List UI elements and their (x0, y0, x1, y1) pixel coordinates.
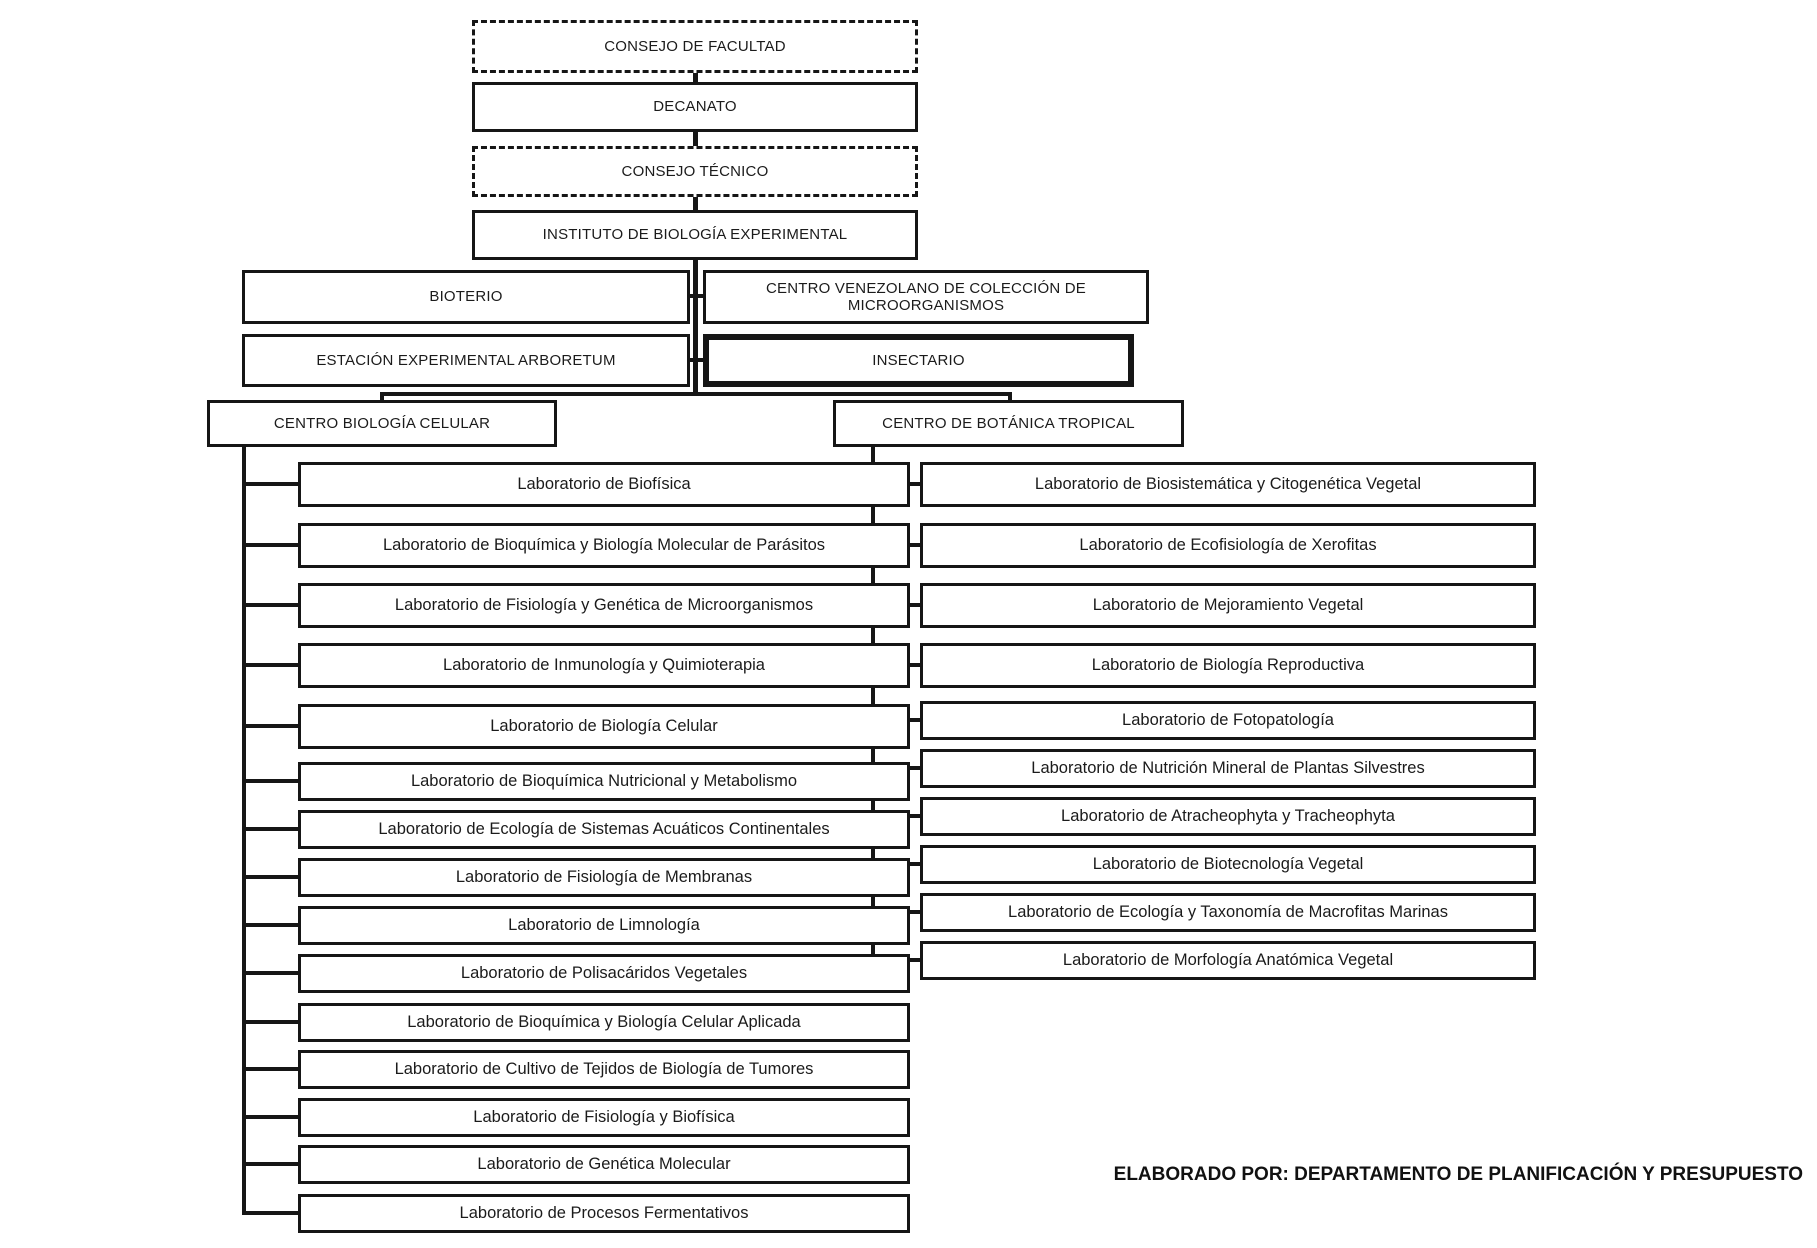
lab-box-label: Laboratorio de Bioquímica y Biología Molecular de Parásitos (382, 535, 826, 554)
lab-box-label: Laboratorio de Procesos Fermentativos (459, 1203, 749, 1222)
lab-box-label: Laboratorio de Biología Reproductiva (1091, 655, 1365, 674)
lab-box-biologia-celular-5 (298, 762, 910, 801)
lab-box-label: Laboratorio de Mejoramiento Vegetal (1092, 595, 1364, 614)
lab-box-label: Laboratorio de Genética Molecular (477, 1154, 731, 1173)
box-label: DECANATO (653, 98, 737, 116)
lab-box-biologia-celular-10 (298, 1003, 910, 1042)
lab-box-botanica-tropical-0 (920, 462, 1536, 507)
footer-credit: ELABORADO POR: DEPARTAMENTO DE PLANIFICACIÓN Y PRESUPUESTO (1113, 1164, 1803, 1185)
box-estacion-experimental-arboretum (242, 334, 690, 387)
box-label: CONSEJO DE FACULTAD (604, 37, 786, 55)
connector-lab-stub (244, 482, 300, 486)
lab-box-label: Laboratorio de Morfología Anatómica Vegetal (1062, 950, 1394, 969)
connector-lab-stub (244, 779, 300, 783)
lab-box-label: Laboratorio de Fisiología y Genética de Microorganismos (394, 595, 814, 614)
lab-box-label: Laboratorio de Ecología de Sistemas Acuáticos Continentales (378, 819, 830, 838)
connector-lab-stub (244, 1115, 300, 1119)
connector-main-spine (693, 258, 698, 396)
lab-box-label: Laboratorio de Biología Celular (490, 716, 718, 735)
lab-box-label: Laboratorio de Bioquímica Nutricional y Metabolismo (410, 771, 798, 790)
lab-box-label: Laboratorio de Nutrición Mineral de Plantas Silvestres (1031, 758, 1425, 777)
lab-box-botanica-tropical-6 (920, 797, 1536, 836)
lab-box-biologia-celular-13 (298, 1145, 910, 1184)
connector-lab-stub (244, 1020, 300, 1024)
box-label: CENTRO BIOLOGÍA CELULAR (273, 414, 491, 432)
lab-box-botanica-tropical-3 (920, 643, 1536, 688)
box-centro-biologia-celular (207, 400, 557, 447)
connector-lab-stub (244, 875, 300, 879)
connector-lab-stub (244, 923, 300, 927)
lab-box-biologia-celular-11 (298, 1050, 910, 1089)
box-insectario (703, 334, 1134, 387)
connector-lab-stub (244, 1162, 300, 1166)
box-centro-venezolano-microorganismos (703, 270, 1149, 324)
lab-box-botanica-tropical-5 (920, 749, 1536, 788)
lab-box-label: Laboratorio de Fotopatología (1122, 710, 1334, 729)
lab-box-biologia-celular-1 (298, 523, 910, 568)
lab-box-botanica-tropical-8 (920, 893, 1536, 932)
lab-box-botanica-tropical-1 (920, 523, 1536, 568)
lab-box-biologia-celular-9 (298, 954, 910, 993)
connector-branch-horizontal (380, 392, 1012, 396)
lab-box-label: Laboratorio de Biotecnología Vegetal (1092, 854, 1364, 873)
lab-box-label: Laboratorio de Ecofisiología de Xerofitas (1079, 535, 1377, 554)
connector-lab-stub (244, 663, 300, 667)
lab-box-biologia-celular-7 (298, 858, 910, 897)
lab-box-biologia-celular-4 (298, 704, 910, 749)
connector-lab-stub (244, 971, 300, 975)
lab-box-label: Laboratorio de Limnología (508, 915, 700, 934)
lab-box-label: Laboratorio de Biofísica (517, 474, 691, 493)
connector-lab-stub (244, 724, 300, 728)
box-label: CENTRO DE BOTÁNICA TROPICAL (882, 414, 1135, 432)
lab-box-label: Laboratorio de Bioquímica y Biología Celular Aplicada (407, 1012, 801, 1031)
box-label: CONSEJO TÉCNICO (621, 162, 769, 180)
lab-box-label: Laboratorio de Biosistemática y Citogenética Vegetal (1034, 474, 1422, 493)
box-decanato (472, 82, 918, 132)
lab-box-biologia-celular-2 (298, 583, 910, 628)
box-label: INSECTARIO (872, 351, 965, 369)
box-instituto-biologia-experimental (472, 210, 918, 260)
box-label: ESTACIÓN EXPERIMENTAL ARBORETUM (316, 351, 616, 369)
lab-box-biologia-celular-12 (298, 1098, 910, 1137)
box-label: BIOTERIO (429, 288, 503, 306)
lab-box-label: Laboratorio de Ecología y Taxonomía de Macrofitas Marinas (1008, 902, 1448, 921)
connector-lab-stub (244, 543, 300, 547)
lab-box-label: Laboratorio de Inmunología y Quimioterapia (443, 655, 765, 674)
box-consejo-tecnico (472, 146, 918, 197)
box-consejo-de-facultad (472, 20, 918, 73)
box-centro-botanica-tropical (833, 400, 1184, 447)
box-label: INSTITUTO DE BIOLOGÍA EXPERIMENTAL (542, 226, 848, 244)
lab-box-biologia-celular-8 (298, 906, 910, 945)
lab-box-label: Laboratorio de Atracheophyta y Tracheophyta (1061, 806, 1395, 825)
lab-box-botanica-tropical-7 (920, 845, 1536, 884)
lab-box-label: Laboratorio de Fisiología y Biofísica (473, 1107, 735, 1126)
connector-lab-stub (244, 1067, 300, 1071)
lab-box-botanica-tropical-4 (920, 701, 1536, 740)
box-label: CENTRO VENEZOLANO DE COLECCIÓN DE MICROORGANISMOS (766, 279, 1086, 314)
lab-box-botanica-tropical-9 (920, 941, 1536, 980)
connector-lab-stub (244, 827, 300, 831)
lab-box-label: Laboratorio de Cultivo de Tejidos de Biología de Tumores (394, 1059, 814, 1078)
lab-box-biologia-celular-3 (298, 643, 910, 688)
lab-box-label: Laboratorio de Polisacáridos Vegetales (460, 963, 748, 982)
lab-box-label: Laboratorio de Fisiología de Membranas (455, 867, 753, 886)
connector-lab-stub (244, 1211, 300, 1215)
lab-box-biologia-celular-6 (298, 810, 910, 849)
lab-box-biologia-celular-0 (298, 462, 910, 507)
box-bioterio (242, 270, 690, 324)
connector-lab-stub (244, 603, 300, 607)
lab-box-biologia-celular-14 (298, 1194, 910, 1233)
lab-box-botanica-tropical-2 (920, 583, 1536, 628)
